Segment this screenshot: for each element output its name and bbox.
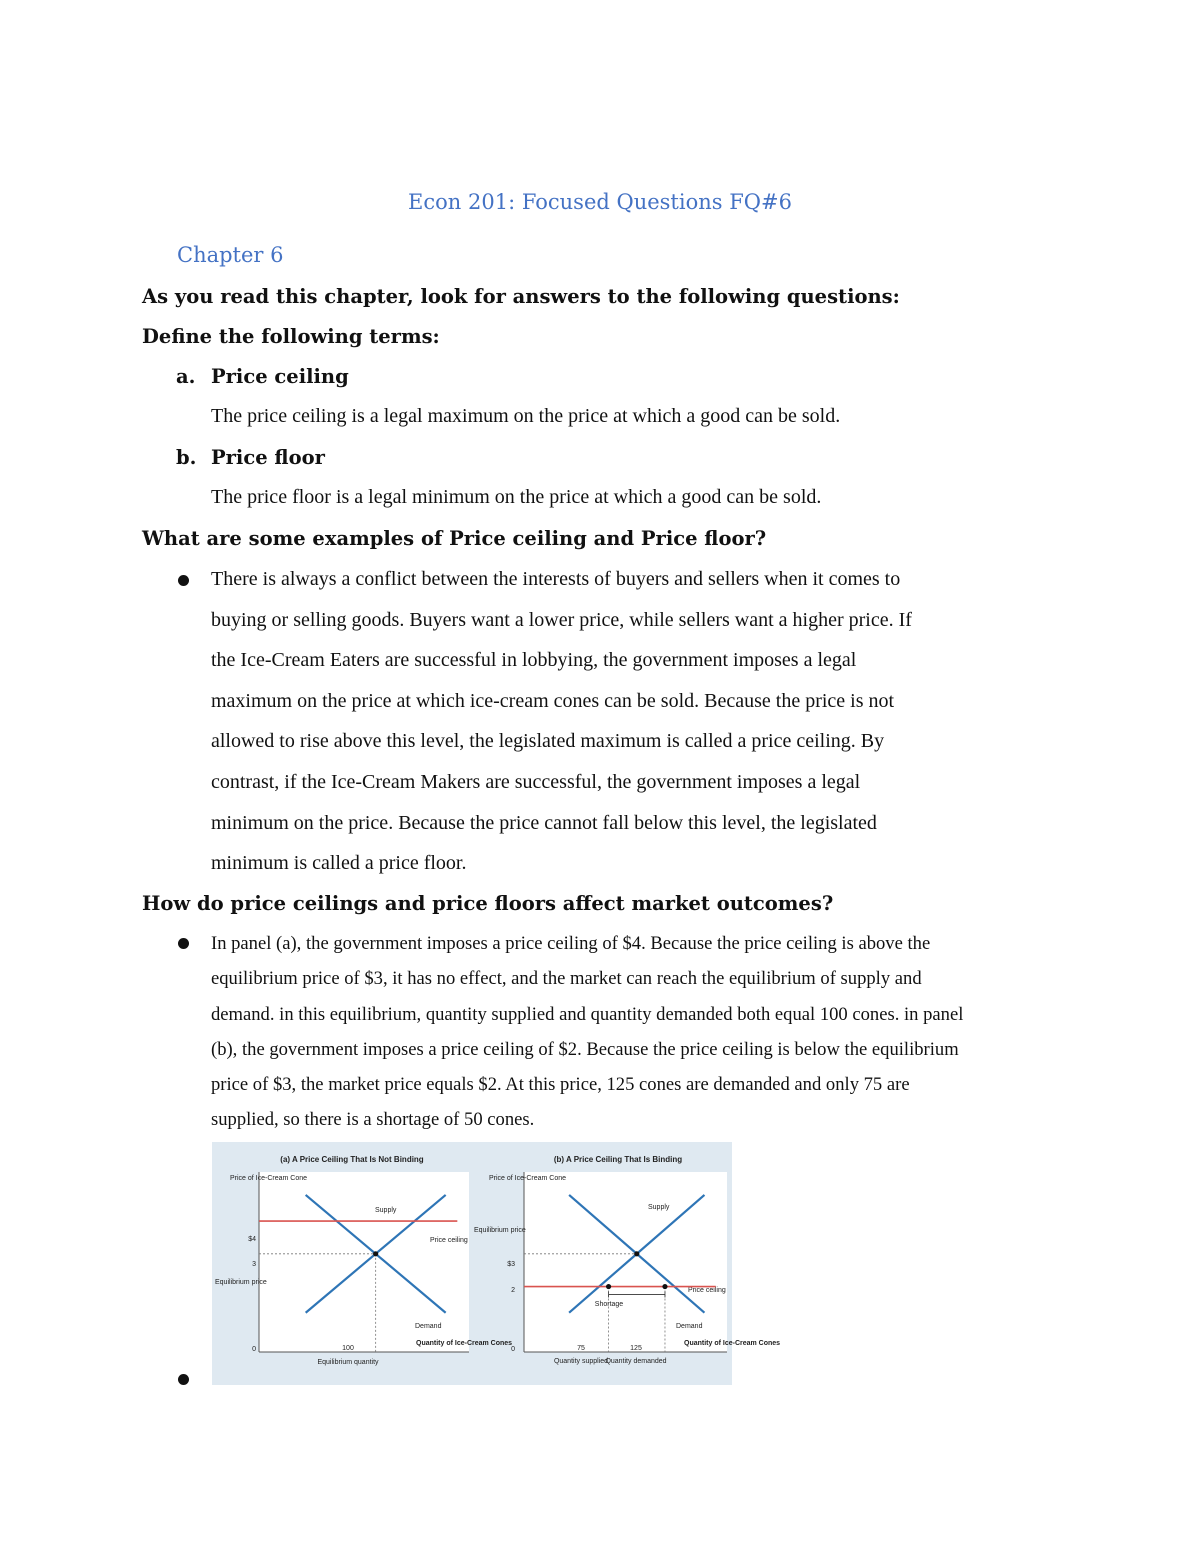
panel-b-q-demanded-label: Quantity demanded xyxy=(605,1358,667,1365)
bullet-dot xyxy=(178,938,189,949)
panel-a-eq-quantity-label: Equilibrium quantity xyxy=(317,1359,379,1366)
panel-b-ceiling-label: Price ceiling xyxy=(688,1287,726,1294)
panel-b-shortage-label: Shortage xyxy=(594,1301,624,1308)
bullet-dot xyxy=(178,575,189,586)
panel-b-q-supplied-label: Quantity supplied xyxy=(553,1358,609,1365)
panel-a-supply-label: Supply xyxy=(375,1207,397,1214)
panel-b-eq-price-label: Equilibrium price xyxy=(474,1227,526,1234)
panel-a-origin: 0 xyxy=(252,1346,256,1353)
panel-b-x-demanded: 125 xyxy=(630,1345,642,1352)
panel-a-equilibrium-point xyxy=(373,1251,378,1256)
intro-heading: As you read this chapter, look for answers to the following questions: xyxy=(142,285,900,308)
panel-a-ylabel: Price of Ice-Cream Cone xyxy=(230,1175,308,1182)
document-title: Econ 201: Focused Questions FQ#6 xyxy=(408,190,792,214)
price-ceiling-chart xyxy=(212,1142,781,1385)
panel-a-y-ceiling: $4 xyxy=(248,1236,256,1243)
panel-a-demand-label: Demand xyxy=(415,1323,442,1330)
panel-a-ceiling-label: Price ceiling xyxy=(430,1237,468,1244)
panel-a-title: (a) A Price Ceiling That Is Not Binding xyxy=(280,1155,424,1164)
panel-a xyxy=(215,1155,512,1366)
panel-b-y-ceiling: 2 xyxy=(511,1287,515,1294)
panel-b-ceiling-point xyxy=(606,1284,611,1289)
panel-b-origin: 0 xyxy=(511,1346,515,1353)
panel-a-eq-price-label: Equilibrium price xyxy=(215,1279,267,1286)
panel-a-x-eq: 100 xyxy=(342,1345,354,1352)
term-price-floor: Price floor xyxy=(211,446,325,469)
panel-b-equilibrium-point xyxy=(634,1251,639,1256)
term-label-a: a. xyxy=(176,365,196,388)
definition-price-ceiling: The price ceiling is a legal maximum on the price at which a good can be sold. xyxy=(211,405,841,427)
market-outcomes-paragraph: In panel (a), the government imposes a price ceiling of $4. Because the price ceiling is above the equilibrium price of $3, it has no effect, and the market can reach the equilibrium of supply and demand. in this equilibrium, quantity supplied and quantity demanded both equal 100 cones. in panel (b), the government imposes a price ceiling of $2. Because the price ceiling is below the equilibrium price of $3, the market price equals $2. At this price, 125 cones are demanded and only 75 are supplied, so there is a shortage of 50 cones. xyxy=(211,933,964,1131)
define-heading: Define the following terms: xyxy=(142,325,440,348)
panel-a-xlabel: Quantity of Ice-Cream Cones xyxy=(416,1340,513,1347)
definition-price-floor: The price floor is a legal minimum on the price at which a good can be sold. xyxy=(211,486,822,508)
panel-b-ceiling-point xyxy=(662,1284,667,1289)
panel-b-title: (b) A Price Ceiling That Is Binding xyxy=(553,1155,683,1164)
panel-b-y-eq: $3 xyxy=(507,1261,515,1268)
price-ceiling-figure xyxy=(212,1142,781,1385)
examples-paragraph: There is always a conflict between the interests of buyers and sellers when it comes to buying or selling goods. Buyers want a lower price, while sellers want a higher price. If the Ice-Cream Eaters are successful in lobbying, the government imposes a legal maximum on the price at which ice-cream cones can be sold. Because the price is not allowed to rise above this level, the legislated maximum is called a price ceiling. By contrast, if the Ice-Cream Makers are successful, the government imposes a legal minimum on the price. Because the price cannot fall below this level, the legislated minimum is called a price floor. xyxy=(211,568,912,875)
term-price-ceiling: Price ceiling xyxy=(211,365,349,388)
question-market-outcomes: How do price ceilings and price floors affect market outcomes? xyxy=(142,892,834,915)
panel-b-x-supplied: 75 xyxy=(577,1345,585,1352)
bullet-dot xyxy=(178,1374,189,1385)
panel-b-supply-label: Supply xyxy=(648,1204,670,1211)
panel-b-demand-label: Demand xyxy=(676,1323,703,1330)
panel-a-y-eq: 3 xyxy=(252,1261,256,1268)
term-label-b: b. xyxy=(176,446,197,469)
panel-b-ylabel: Price of Ice-Cream Cone xyxy=(489,1175,567,1182)
panel-b-xlabel: Quantity of Ice-Cream Cones xyxy=(684,1340,781,1347)
panel-b xyxy=(474,1155,780,1365)
question-examples: What are some examples of Price ceiling and Price floor? xyxy=(142,527,767,550)
chapter-heading: Chapter 6 xyxy=(177,243,284,267)
